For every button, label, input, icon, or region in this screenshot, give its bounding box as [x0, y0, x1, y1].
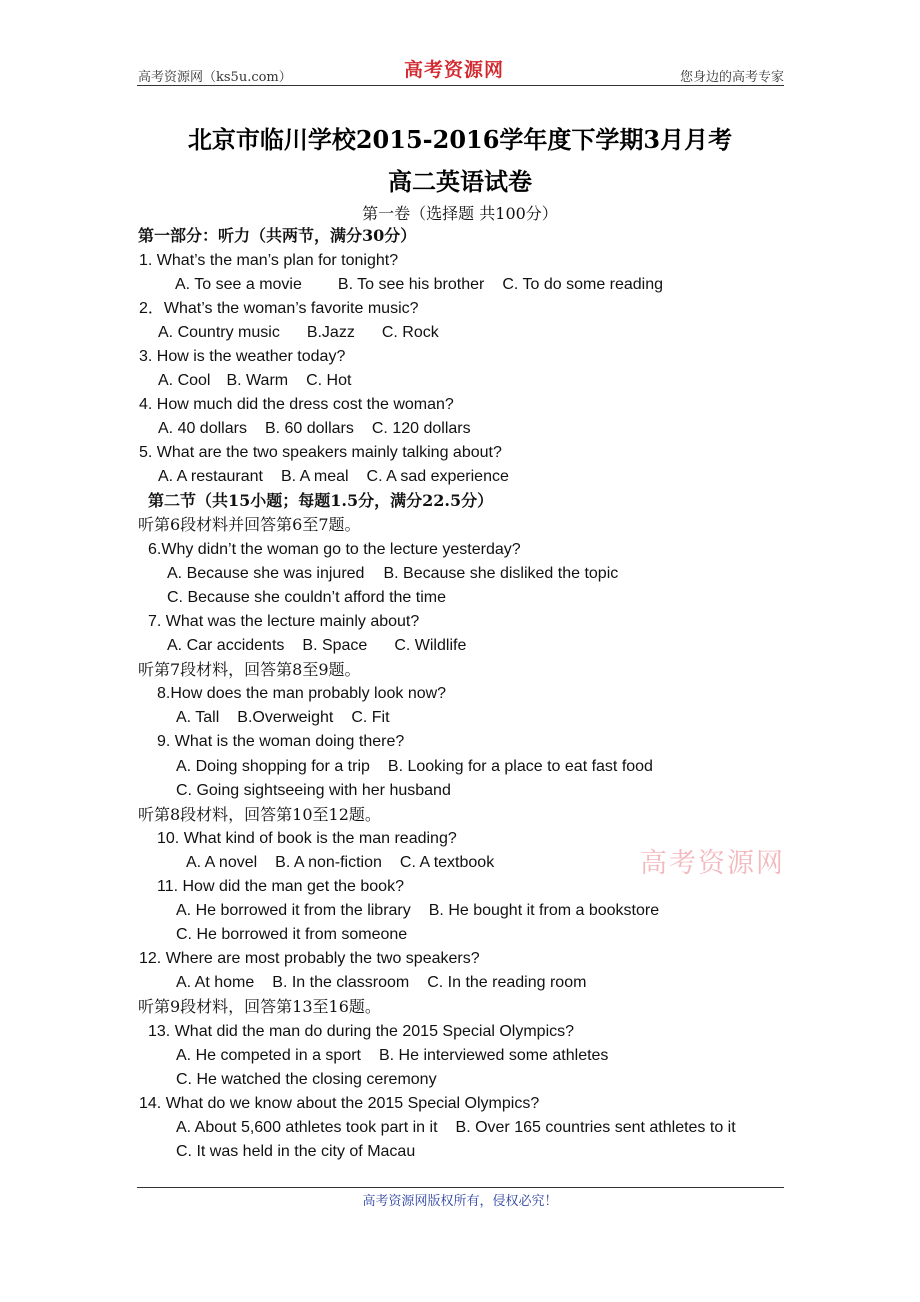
question-6-options-ab	[167, 564, 618, 584]
option: C. A sad experience	[366, 468, 509, 485]
option: A. At home	[176, 974, 255, 991]
question-7: 7. What was the lecture mainly about?	[148, 613, 420, 630]
header-left-text: 高考资源网（ks5u.com）	[138, 70, 292, 85]
option: A. To see a movie	[175, 276, 302, 293]
option: B. Warm	[226, 372, 289, 389]
option: B. A meal	[280, 468, 349, 485]
question-6-option-c: C. Because she couldn’t afford the time	[167, 589, 446, 606]
question-14: 14. What do we know about the 2015 Special Olympics?	[139, 1095, 540, 1112]
option: B. Because she disliked the topic	[383, 565, 619, 582]
question-5: 5. What are the two speakers mainly talking about?	[139, 444, 502, 461]
option: A. A novel	[186, 854, 258, 871]
question-9-option-c: C. Going sightseeing with her husband	[176, 782, 451, 799]
section-title: 第一卷（选择题 共100分）	[362, 204, 558, 223]
question-6: 6.Why didn’t the woman go to the lecture yesterday?	[148, 541, 521, 558]
question-8-options	[176, 708, 390, 728]
exam-title: 北京市临川学校2015-2016学年度下学期3月月考	[187, 125, 733, 154]
footer-copyright: 高考资源网版权所有，侵权必究！	[362, 1194, 558, 1209]
question-3: 3. How is the weather today?	[139, 348, 346, 365]
option: B. 60 dollars	[264, 420, 354, 437]
option: A. Country music	[158, 324, 280, 341]
option: B.Jazz	[306, 324, 355, 341]
question-1-options	[175, 275, 663, 295]
header-rule	[137, 85, 784, 86]
option: A. Doing shopping for a trip	[176, 758, 370, 775]
passage-6-intro: 听第6段材料并回答第6至7题。	[138, 515, 361, 534]
question-3-options	[158, 371, 351, 391]
option: B. He bought it from a bookstore	[428, 902, 660, 919]
option: C. 120 dollars	[371, 420, 471, 437]
question-13-option-c: C. He watched the closing ceremony	[176, 1071, 437, 1088]
option: A. He competed in a sport	[176, 1047, 361, 1064]
question-4-options	[158, 419, 471, 439]
option: C. In the reading room	[427, 974, 587, 991]
option: B. Over 165 countries sent athletes to it	[455, 1119, 736, 1136]
option: B. He interviewed some athletes	[378, 1047, 609, 1064]
question-8: 8.How does the man probably look now?	[157, 685, 447, 702]
option: A. Car accidents	[167, 637, 285, 654]
question-14-options-ab	[176, 1118, 736, 1138]
exam-subject: 高二英语试卷	[388, 167, 532, 196]
footer-rule	[137, 1187, 784, 1188]
question-4: 4. How much did the dress cost the woman?	[139, 396, 454, 413]
option: C. Hot	[306, 372, 352, 389]
option: A. Cool	[158, 372, 211, 389]
header-right-text: 您身边的高考专家	[679, 70, 784, 85]
question-13-options-ab	[176, 1046, 608, 1066]
part2-heading: 第二节（共15小题；每题1.5分，满分22.5分）	[148, 491, 494, 510]
option: A. 40 dollars	[158, 420, 247, 437]
watermark-logo: 高考资源网	[640, 848, 785, 879]
question-11: 11. How did the man get the book?	[157, 878, 404, 895]
option: B.Overweight	[237, 709, 334, 726]
question-12-options	[176, 973, 586, 993]
option: A. About 5,600 athletes took part in it	[176, 1119, 438, 1136]
option: B. A non-fiction	[275, 854, 382, 871]
option: C. A textbook	[399, 854, 495, 871]
question-10-options	[186, 853, 494, 873]
question-11-option-c: C. He borrowed it from someone	[176, 926, 408, 943]
site-logo: 高考资源网	[404, 59, 505, 81]
passage-9-intro: 听第9段材料，回答第13至16题。	[138, 997, 381, 1016]
question-2: 2．What’s the woman’s favorite music?	[139, 300, 419, 317]
passage-8-intro: 听第8段材料，回答第10至12题。	[138, 805, 381, 824]
question-11-options-ab	[176, 901, 659, 921]
option: A. Tall	[176, 709, 220, 726]
passage-7-intro: 听第7段材料，回答第8至9题。	[138, 660, 361, 679]
option: C. Fit	[351, 709, 390, 726]
option: C. Wildlife	[394, 637, 467, 654]
question-5-options	[158, 467, 509, 487]
question-2-options	[158, 323, 439, 343]
part1-heading: 第一部分：听力（共两节，满分30分）	[138, 226, 417, 245]
question-12: 12. Where are most probably the two speakers?	[139, 950, 480, 967]
option: C. To do some reading	[502, 276, 664, 293]
question-10: 10. What kind of book is the man reading?	[157, 830, 457, 847]
option: B. Looking for a place to eat fast food	[387, 758, 653, 775]
question-1: 1. What’s the man’s plan for tonight?	[139, 252, 399, 269]
option: B. In the classroom	[272, 974, 410, 991]
question-13: 13. What did the man do during the 2015 Special Olympics?	[148, 1023, 575, 1040]
option: A. Because she was injured	[167, 565, 365, 582]
question-9-options-ab	[176, 757, 653, 777]
question-14-option-c: C. It was held in the city of Macau	[176, 1143, 416, 1160]
option: B. To see his brother	[337, 276, 485, 293]
question-7-options	[167, 636, 466, 656]
question-9: 9. What is the woman doing there?	[157, 733, 405, 750]
option: A. A restaurant	[158, 468, 263, 485]
option: A. He borrowed it from the library	[176, 902, 411, 919]
option: C. Rock	[381, 324, 439, 341]
option: B. Space	[302, 637, 368, 654]
